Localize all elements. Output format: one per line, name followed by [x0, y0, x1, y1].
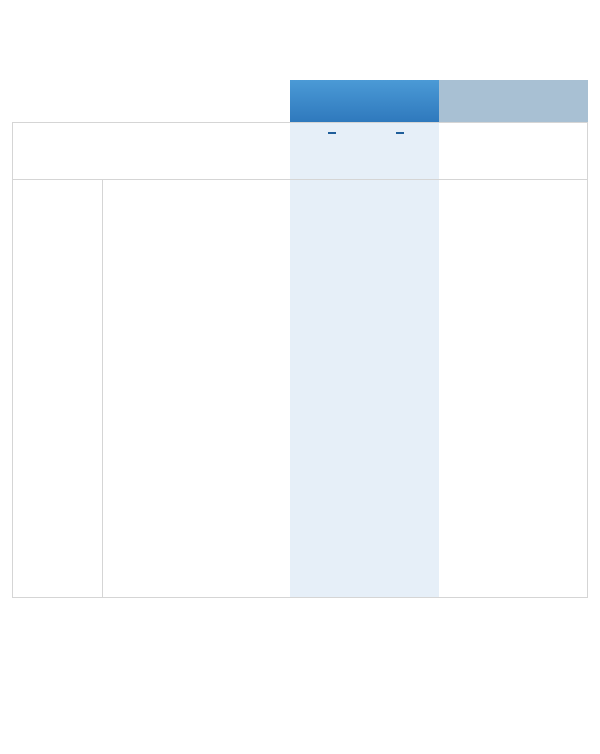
premium-column-background	[290, 122, 439, 598]
premium-column-header	[290, 80, 439, 122]
general-fee	[440, 123, 588, 179]
table-bottom-border	[103, 597, 588, 598]
table-right-border	[587, 180, 588, 598]
monthly-plan	[300, 129, 364, 140]
yearly-plan	[368, 129, 432, 140]
monthly-plan-tag	[328, 132, 336, 134]
comparison-table	[12, 80, 588, 598]
perks-label	[12, 180, 103, 598]
fee-label	[13, 123, 291, 179]
yearly-plan-tag	[396, 132, 404, 134]
general-column-header	[439, 80, 588, 122]
